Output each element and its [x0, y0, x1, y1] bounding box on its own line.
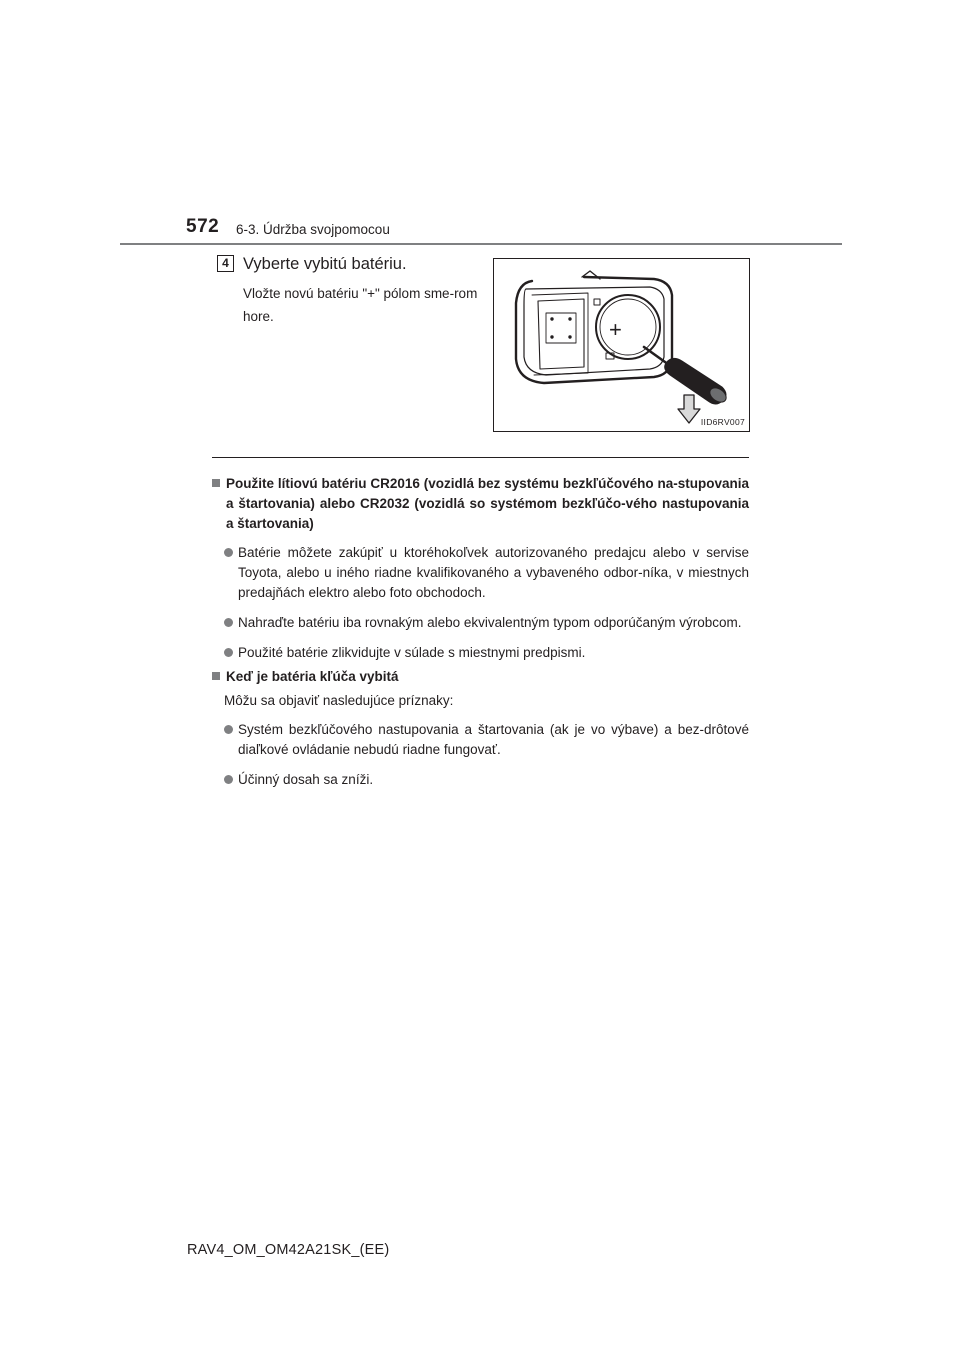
step-note: Vložte novú batériu "+" pólom sme-rom hore. — [243, 286, 478, 324]
round-bullet-icon — [224, 548, 233, 557]
step-title: Vyberte vybitú batériu. — [243, 255, 407, 273]
square-bullet-icon — [212, 479, 220, 487]
step-number-badge: 4 — [217, 255, 234, 272]
round-bullet-icon — [224, 775, 233, 784]
round-bullet-icon — [224, 618, 233, 627]
list-item: Systém bezkľúčového nastupovania a štartovania (ak je vo výbave) a bez-drôtové diaľkové ovládanie nebudú riadne fungovať. — [212, 720, 749, 760]
square-bullet-icon — [212, 672, 220, 680]
battery-replacement-illustration — [493, 258, 750, 432]
round-bullet-icon — [224, 648, 233, 657]
low-battery-section — [212, 667, 749, 790]
section-divider — [212, 457, 749, 458]
page-number: 572 — [186, 216, 220, 237]
illustration-drawing — [494, 259, 749, 431]
list-item: Nahraďte batériu iba rovnakým alebo ekvivalentným typom odporúčaným výrobcom. — [212, 613, 749, 633]
round-bullet-icon — [224, 725, 233, 734]
coin-battery-icon — [596, 295, 660, 359]
list-item: Použité batérie zlikvidujte v súlade s miestnymi predpismi. — [212, 643, 749, 663]
list-item: Batérie môžete zakúpiť u ktoréhokoľvek autorizovaného predajcu alebo v servise Toyota, alebo u iného riadne kvalifikovaného a vybaveného odbor-níka, v miestnych predajňách elektro alebo foto obchodoch. — [212, 543, 749, 603]
header-rule — [120, 243, 842, 245]
battery-plus-label: + — [609, 317, 622, 342]
battery-type-heading: Použite lítiovú batériu CR2016 (vozidlá bez systému bezkľúčového na-stupovania a štartovania) alebo CR2032 (vozidlá so systémom bezkľúčo-vého nastupovania a štartovania) — [212, 474, 749, 534]
key-fob-case-icon — [516, 271, 672, 383]
section-title: 6-3. Údržba svojpomocou — [236, 222, 390, 237]
figure-code: IID6RV007 — [700, 417, 745, 427]
low-battery-heading: Keď je batéria kľúča vybitá — [212, 667, 749, 687]
low-battery-intro: Môžu sa objaviť nasledujúce príznaky: — [224, 693, 454, 708]
list-item: Účinný dosah sa zníži. — [212, 770, 749, 790]
document-code: RAV4_OM_OM42A21SK_(EE) — [187, 1242, 390, 1258]
down-arrow-icon — [678, 395, 700, 423]
battery-type-section — [212, 474, 749, 663]
